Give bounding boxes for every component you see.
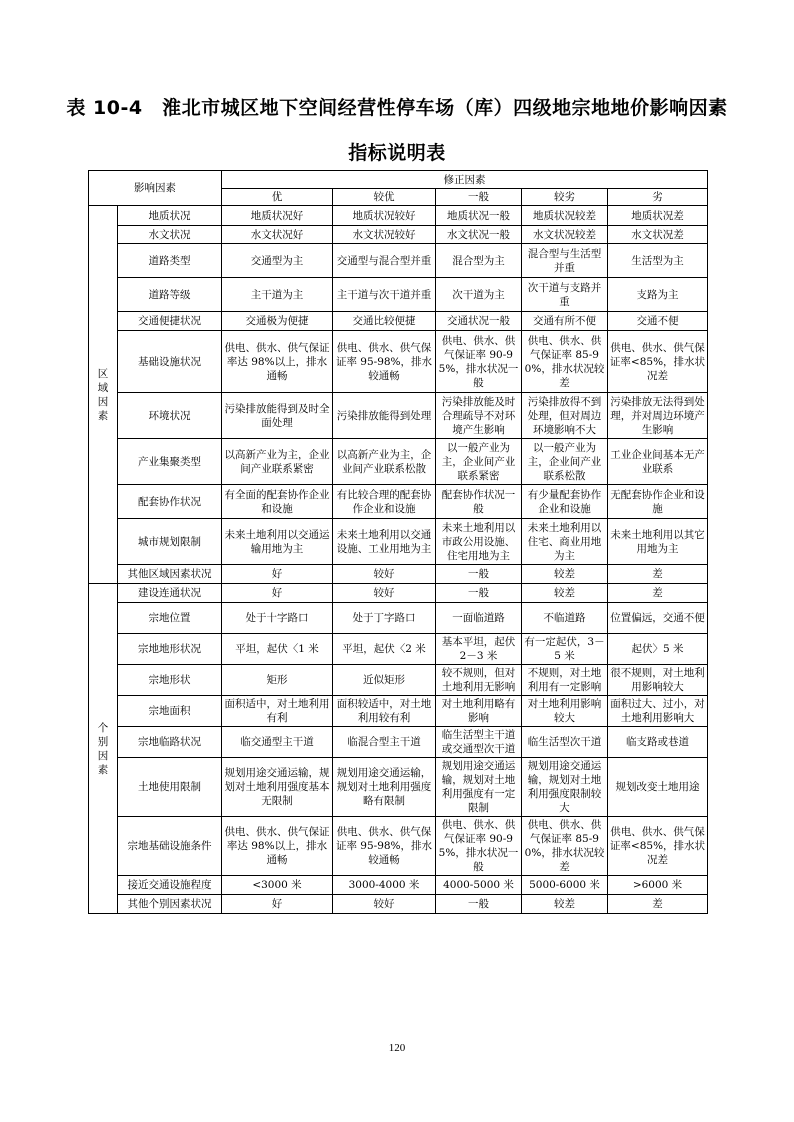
grade-cell: 平坦，起伏〈2 米 <box>333 634 436 665</box>
grade-cell: 临生活型次干道 <box>522 727 608 758</box>
table-row <box>89 393 708 439</box>
grade-cell: 不规则，对土地利用有一定影响 <box>522 665 608 696</box>
grade-cell: 混合型为主 <box>436 244 522 278</box>
factor-name: 基础设施状况 <box>118 331 222 393</box>
grade-cell: 生活型为主 <box>608 244 708 278</box>
grade-cell: 未来土地利用以住宅、商业用地为主 <box>522 519 608 565</box>
grade-cell: 未来土地利用以交通运输用地为主 <box>222 519 333 565</box>
table-row <box>89 727 708 758</box>
grade-cell: 较好 <box>333 584 436 603</box>
group-label-char: 素 <box>97 409 109 422</box>
group-label-char: 因 <box>97 395 109 408</box>
grade-cell: 交通状况一般 <box>436 312 522 331</box>
grade-cell: 面积适中，对土地利用有利 <box>222 696 333 727</box>
group-label-char: 区 <box>97 367 109 380</box>
grade-cell: 无配套协作企业和设施 <box>608 485 708 519</box>
grade-cell: 面积较适中，对土地利用较有利 <box>333 696 436 727</box>
grade-cell: 对土地利用略有影响 <box>436 696 522 727</box>
table-row <box>89 634 708 665</box>
table-row <box>89 226 708 244</box>
grade-cell: 供电、供水、供气保证率<85%，排水状况差 <box>608 331 708 393</box>
grade-cell: 较差 <box>522 584 608 603</box>
grade-cell: 地质状况较好 <box>333 206 436 226</box>
grade-cell: 临混合型主干道 <box>333 727 436 758</box>
grade-cell: 地质状况较差 <box>522 206 608 226</box>
grade-cell: 未来土地利用以交通设施、工业用地为主 <box>333 519 436 565</box>
factor-name: 宗地地形状况 <box>118 634 222 665</box>
grade-cell: 差 <box>608 895 708 914</box>
grade-cell: 较差 <box>522 895 608 914</box>
grade-cell: 5000-6000 米 <box>522 876 608 895</box>
grade-cell: 水文状况好 <box>222 226 333 244</box>
table-row <box>89 758 708 817</box>
grade-cell: 地质状况一般 <box>436 206 522 226</box>
grade-cell: 主干道与次干道并重 <box>333 278 436 312</box>
grade-cell: 规划用途交通运输，规划对土地利用强度限制较大 <box>522 758 608 817</box>
table-row <box>89 331 708 393</box>
header-grade: 较优 <box>333 189 436 206</box>
grade-cell: 很不规则，对土地利用影响较大 <box>608 665 708 696</box>
grade-cell: 好 <box>222 584 333 603</box>
grade-cell: 较好 <box>333 895 436 914</box>
grade-cell: 水文状况一般 <box>436 226 522 244</box>
factor-name: 宗地临路状况 <box>118 727 222 758</box>
factor-name: 道路等级 <box>118 278 222 312</box>
grade-cell: 有比较合理的配套协作企业和设施 <box>333 485 436 519</box>
grade-cell: 差 <box>608 584 708 603</box>
table-row <box>89 876 708 895</box>
table-row <box>89 895 708 914</box>
grade-cell: 较差 <box>522 565 608 584</box>
factor-name: 交通便捷状况 <box>118 312 222 331</box>
group-label-char: 个 <box>97 721 109 734</box>
grade-cell: 临支路或巷道 <box>608 727 708 758</box>
grade-cell: 支路为主 <box>608 278 708 312</box>
grade-cell: 好 <box>222 895 333 914</box>
grade-cell: 好 <box>222 565 333 584</box>
table-row <box>89 278 708 312</box>
table-row <box>89 696 708 727</box>
factor-name: 宗地位置 <box>118 603 222 634</box>
grade-cell: 污染排放能及时合理疏导不对环境产生影响 <box>436 393 522 439</box>
header-correction: 修正因素 <box>222 171 708 189</box>
grade-cell: 供电、供水、供气保证率 85-90%，排水状况较差 <box>522 817 608 876</box>
factor-name: 环境状况 <box>118 393 222 439</box>
grade-cell: 一般 <box>436 895 522 914</box>
grade-cell: 次干道与支路并重 <box>522 278 608 312</box>
factor-name: 道路类型 <box>118 244 222 278</box>
grade-cell: 临交通型主干道 <box>222 727 333 758</box>
grade-cell: 处于十字路口 <box>222 603 333 634</box>
grade-cell: 交通极为便捷 <box>222 312 333 331</box>
grade-cell: 不临道路 <box>522 603 608 634</box>
grade-cell: 地质状况好 <box>222 206 333 226</box>
factor-name: 产业集聚类型 <box>118 439 222 485</box>
grade-cell: 交通不便 <box>608 312 708 331</box>
grade-cell: 供电、供水、供气保证率 95-98%，排水较通畅 <box>333 817 436 876</box>
grade-cell: 水文状况较好 <box>333 226 436 244</box>
grade-cell: 4000-5000 米 <box>436 876 522 895</box>
header-factor: 影响因素 <box>89 171 222 206</box>
grade-cell: 起伏〉5 米 <box>608 634 708 665</box>
grade-cell: 主干道为主 <box>222 278 333 312</box>
table-row <box>89 565 708 584</box>
table-row <box>89 584 708 603</box>
grade-cell: 矩形 <box>222 665 333 696</box>
grade-cell: 混合型与生活型并重 <box>522 244 608 278</box>
factor-table <box>88 170 708 914</box>
factor-name: 宗地面积 <box>118 696 222 727</box>
grade-cell: 较好 <box>333 565 436 584</box>
grade-cell: 交通型为主 <box>222 244 333 278</box>
grade-cell: 水文状况较差 <box>522 226 608 244</box>
header-grade: 一般 <box>436 189 522 206</box>
group-label-char: 域 <box>97 381 109 394</box>
grade-cell: 以高新产业为主，企业间产业联系紧密 <box>222 439 333 485</box>
header-grade: 优 <box>222 189 333 206</box>
grade-cell: 未来土地利用以其它用地为主 <box>608 519 708 565</box>
grade-cell: 配套协作状况一般 <box>436 485 522 519</box>
factor-name: 接近交通设施程度 <box>118 876 222 895</box>
table-row <box>89 485 708 519</box>
table-row <box>89 665 708 696</box>
factor-name: 其他个别因素状况 <box>118 895 222 914</box>
grade-cell: 近似矩形 <box>333 665 436 696</box>
grade-cell: 面积过大、过小，对土地利用影响大 <box>608 696 708 727</box>
grade-cell: 供电、供水、供气保证率<85%，排水状况差 <box>608 817 708 876</box>
table-row <box>89 439 708 485</box>
grade-cell: 规划改变土地用途 <box>608 758 708 817</box>
grade-cell: 规划用途交通运输，规划对土地利用强度略有限制 <box>333 758 436 817</box>
group-label <box>89 584 118 914</box>
grade-cell: 有一定起伏，3－5 米 <box>522 634 608 665</box>
grade-cell: >6000 米 <box>608 876 708 895</box>
group-label <box>89 206 118 584</box>
grade-cell: 污染排放能得到及时全面处理 <box>222 393 333 439</box>
grade-cell: 对土地利用影响较大 <box>522 696 608 727</box>
grade-cell: 一般 <box>436 565 522 584</box>
factor-name: 城市规划限制 <box>118 519 222 565</box>
page-number: 120 <box>388 1042 406 1054</box>
grade-cell: 以一般产业为主，企业间产业联系紧密 <box>436 439 522 485</box>
grade-cell: 供电、供水、供气保证率 95-98%，排水较通畅 <box>333 331 436 393</box>
grade-cell: 工业企业间基本无产业联系 <box>608 439 708 485</box>
grade-cell: 交通有所不便 <box>522 312 608 331</box>
table-row <box>89 519 708 565</box>
grade-cell: 交通型与混合型并重 <box>333 244 436 278</box>
factor-name: 水文状况 <box>118 226 222 244</box>
grade-cell: <3000 米 <box>222 876 333 895</box>
table-title-line-1: 表 10-4 淮北市城区地下空间经营性停车场（库）四级地宗地地价影响因素 <box>66 97 728 119</box>
grade-cell: 供电、供水、供气保证率 85-90%，排水状况较差 <box>522 331 608 393</box>
grade-cell: 处于丁字路口 <box>333 603 436 634</box>
table-row <box>89 206 708 226</box>
grade-cell: 污染排放能得到处理 <box>333 393 436 439</box>
table-row <box>89 817 708 876</box>
grade-cell: 供电、供水、供气保证率 90-95%，排水状况一般 <box>436 817 522 876</box>
grade-cell: 平坦，起伏〈1 米 <box>222 634 333 665</box>
grade-cell: 未来土地利用以市政公用设施、住宅用地为主 <box>436 519 522 565</box>
grade-cell: 有全面的配套协作企业和设施 <box>222 485 333 519</box>
factor-name: 建设连通状况 <box>118 584 222 603</box>
header-grade: 劣 <box>608 189 708 206</box>
factor-name: 宗地基础设施条件 <box>118 817 222 876</box>
table-row <box>89 312 708 331</box>
grade-cell: 交通比较便捷 <box>333 312 436 331</box>
grade-cell: 差 <box>608 565 708 584</box>
table-title-line-2: 指标说明表 <box>348 142 446 164</box>
grade-cell: 临生活型主干道或交通型次干道 <box>436 727 522 758</box>
table-row <box>89 244 708 278</box>
group-label-char: 别 <box>97 735 109 748</box>
grade-cell: 供电、供水、供气保证率达 98%以上，排水通畅 <box>222 331 333 393</box>
grade-cell: 有少量配套协作企业和设施 <box>522 485 608 519</box>
group-label-char: 因 <box>97 749 109 762</box>
group-label-char: 素 <box>97 763 109 776</box>
grade-cell: 位置偏远，交通不便 <box>608 603 708 634</box>
factor-name: 地质状况 <box>118 206 222 226</box>
grade-cell: 供电、供水、供气保证率 90-95%，排水状况一般 <box>436 331 522 393</box>
grade-cell: 以高新产业为主，企业间产业联系松散 <box>333 439 436 485</box>
grade-cell: 次干道为主 <box>436 278 522 312</box>
grade-cell: 以一般产业为主，企业间产业联系松散 <box>522 439 608 485</box>
factor-name: 宗地形状 <box>118 665 222 696</box>
grade-cell: 污染排放得不到处理，但对周边环境影响不大 <box>522 393 608 439</box>
grade-cell: 规划用途交通运输，规划对土地利用强度基本无限制 <box>222 758 333 817</box>
grade-cell: 规划用途交通运输，规划对土地利用强度有一定限制 <box>436 758 522 817</box>
grade-cell: 较不规则，但对土地利用无影响 <box>436 665 522 696</box>
grade-cell: 一面临道路 <box>436 603 522 634</box>
grade-cell: 基本平坦，起伏 2－3 米 <box>436 634 522 665</box>
grade-cell: 供电、供水、供气保证率达 98%以上，排水通畅 <box>222 817 333 876</box>
factor-name: 土地使用限制 <box>118 758 222 817</box>
grade-cell: 地质状况差 <box>608 206 708 226</box>
table-row <box>89 603 708 634</box>
grade-cell: 一般 <box>436 584 522 603</box>
grade-cell: 水文状况差 <box>608 226 708 244</box>
grade-cell: 3000-4000 米 <box>333 876 436 895</box>
grade-cell: 污染排放无法得到处理，并对周边环境产生影响 <box>608 393 708 439</box>
header-grade: 较劣 <box>522 189 608 206</box>
factor-name: 配套协作状况 <box>118 485 222 519</box>
factor-name: 其他区域因素状况 <box>118 565 222 584</box>
